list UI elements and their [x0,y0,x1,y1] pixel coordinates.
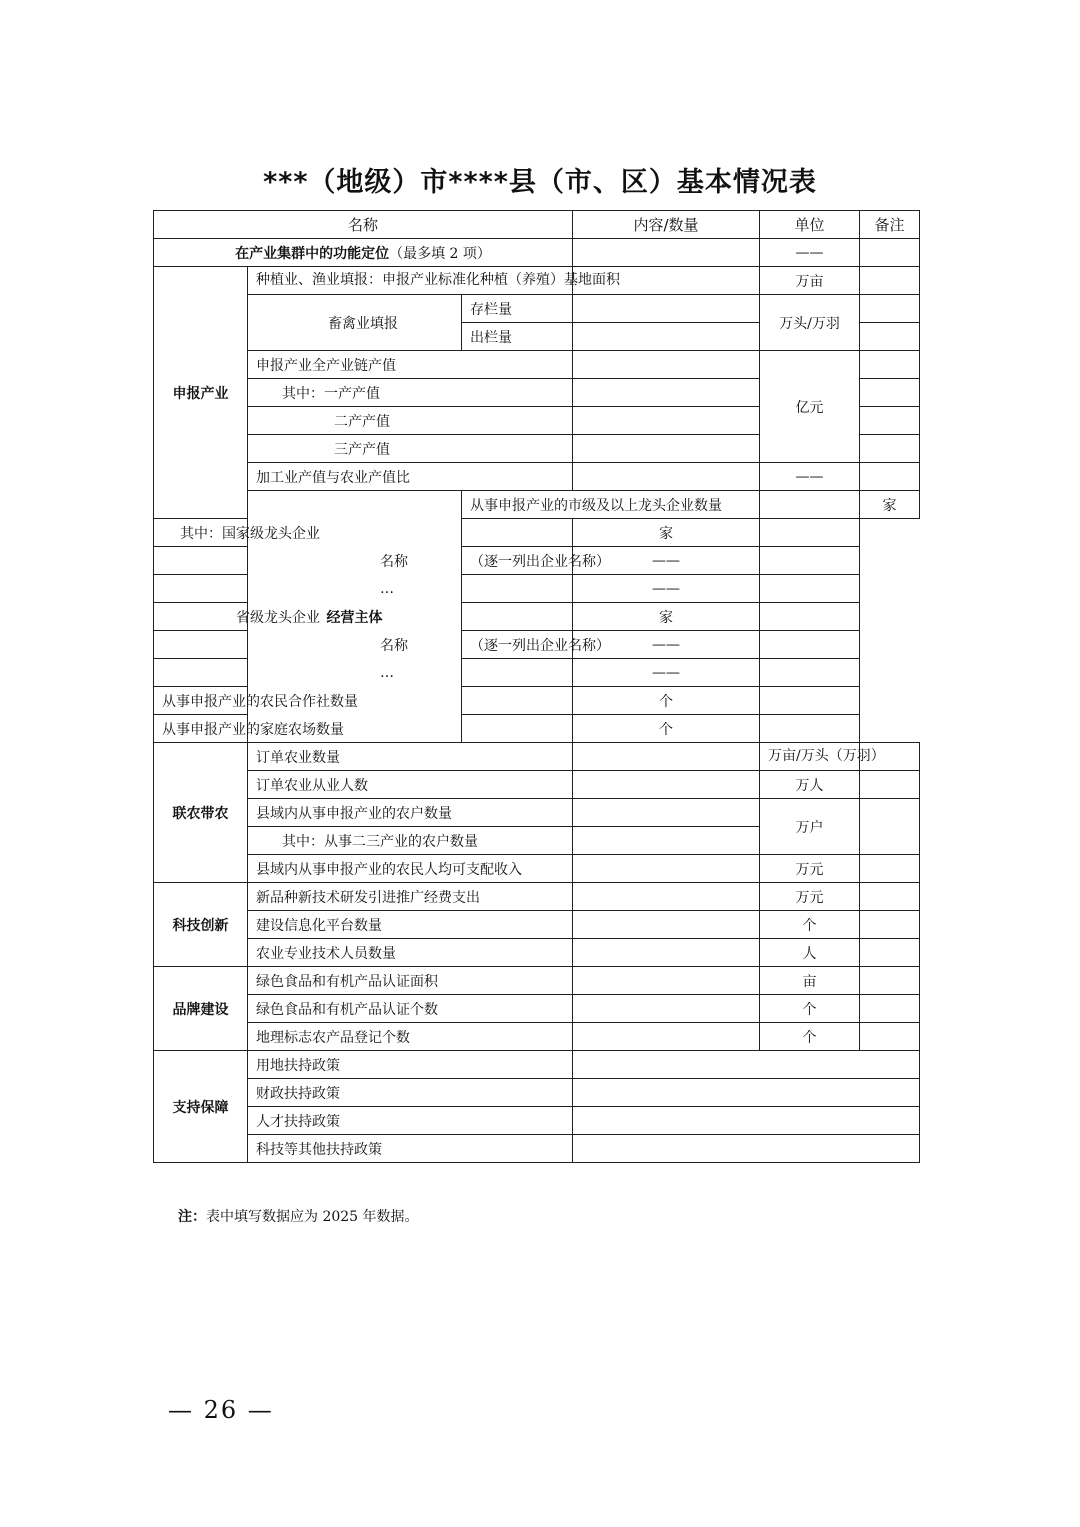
table-row [154,267,920,295]
table-row [154,351,920,379]
table-row [154,995,920,1023]
content-cell [573,883,760,911]
table-row [154,491,920,519]
table-row [154,1023,920,1051]
remark-cell [860,939,920,967]
table-header-row [154,211,920,239]
remark-cell [860,323,920,351]
row-label: 其中：一产产值 [248,379,573,407]
content-cell: （逐一列出企业名称） [462,547,573,575]
content-cell [573,771,760,799]
row-label: 申报产业全产业链产值 [248,351,573,379]
content-cell [573,799,760,827]
row-label: 农业专业技术人员数量 [248,939,573,967]
content-cell [573,743,760,771]
unit-cell: 万人 [760,771,860,799]
row-label: 县域内从事申报产业的农户数量 [248,799,573,827]
remark-cell [860,1023,920,1051]
content-cell [573,1107,920,1135]
table-row [154,659,920,687]
row-label: 名称 [154,547,462,575]
remark-cell [860,855,920,883]
header-name: 名称 [154,211,573,239]
category-entities: 经营主体 [248,491,462,743]
content-cell [573,295,760,323]
category-brand: 品牌建设 [154,967,248,1051]
remark-cell [860,295,920,323]
basic-info-table [153,210,920,1163]
table-row [154,967,920,995]
remark-cell [860,967,920,995]
page-title: ***（地级）市****县（市、区）基本情况表 [263,167,817,198]
remark-cell [860,351,920,379]
func-position-label: 在产业集群中的功能定位 [235,245,390,262]
func-position-cell [154,239,573,267]
content-cell [573,407,760,435]
row-label: 绿色食品和有机产品认证面积 [248,967,573,995]
unit-cell: 家 [860,491,920,519]
header-unit: 单位 [760,211,860,239]
remark-cell [860,911,920,939]
content-cell [573,379,760,407]
remark-cell [860,799,920,855]
table-row [154,239,920,267]
row-label: 县域内从事申报产业的农民人均可支配收入 [248,855,573,883]
unit-cell: 个 [573,715,760,743]
content-cell [573,939,760,967]
unit-cell: —— [760,239,860,267]
remark-cell [760,519,860,547]
unit-cell: 万元 [760,855,860,883]
remark-cell [860,883,920,911]
table-row [154,883,920,911]
row-label: 绿色食品和有机产品认证个数 [248,995,573,1023]
content-cell [573,351,760,379]
unit-cell: 亿元 [760,351,860,463]
table-row [154,295,920,323]
row-label: 其中：从事二三产业的农户数量 [248,827,573,855]
table-row [154,743,920,771]
remark-cell [860,379,920,407]
remark-cell [760,575,860,603]
unit-cell: —— [760,463,860,491]
table-row [154,547,920,575]
remark-cell [860,995,920,1023]
row-label: 名称 [154,631,462,659]
remark-cell [860,463,920,491]
page-number: — 26 — [168,1396,274,1424]
table-row [154,1135,920,1163]
content-cell [573,1135,920,1163]
unit-cell: 亩 [760,967,860,995]
unit-cell: 个 [573,687,760,715]
row-label: 财政扶持政策 [248,1079,573,1107]
note-label: 注： [178,1209,206,1225]
remark-cell [760,631,860,659]
content-cell [573,463,760,491]
content-cell [573,239,760,267]
remark-cell [860,435,920,463]
remark-cell [860,267,920,295]
table-row [154,687,920,715]
unit-cell: 家 [573,519,760,547]
content-cell [760,491,860,519]
remark-cell [860,239,920,267]
table-row [154,463,920,491]
row-label: 从事申报产业的市级及以上龙头企业数量 [462,491,760,519]
content-cell [573,1023,760,1051]
row-label: 用地扶持政策 [248,1051,573,1079]
unit-cell: 人 [760,939,860,967]
row-label: 从事申报产业的家庭农场数量 [154,715,462,743]
row-label: 订单农业数量 [248,743,573,771]
table-row [154,519,920,547]
row-label: 二产产值 [248,407,573,435]
table-note [178,1206,419,1226]
row-sublabel: 出栏量 [462,323,573,351]
header-content: 内容/数量 [573,211,760,239]
unit-cell: 万头/万羽 [760,295,860,351]
unit-cell: 个 [760,995,860,1023]
content-cell [462,659,573,687]
unit-cell: 万亩/万头（万羽） [760,743,860,771]
content-cell [573,323,760,351]
table-row [154,1051,920,1079]
row-label: 三产产值 [248,435,573,463]
table-row [154,715,920,743]
row-label: … [154,575,462,603]
content-cell [573,435,760,463]
content-cell [573,995,760,1023]
table-row [154,1079,920,1107]
note-text: 表中填写数据应为 2025 年数据。 [206,1209,419,1225]
content-cell [462,575,573,603]
unit-cell: 个 [760,911,860,939]
header-remark: 备注 [860,211,920,239]
table-row [154,1107,920,1135]
unit-cell: —— [573,575,760,603]
row-label: 省级龙头企业 [154,603,462,631]
remark-cell [760,715,860,743]
unit-cell: 万元 [760,883,860,911]
unit-cell: —— [573,547,760,575]
content-cell [573,827,760,855]
table-row [154,855,920,883]
unit-cell: 万户 [760,799,860,855]
content-cell [573,1051,920,1079]
category-industry: 申报产业 [154,267,248,519]
category-linkage: 联农带农 [154,743,248,883]
remark-cell [760,659,860,687]
remark-cell [860,771,920,799]
content-cell [462,687,573,715]
row-label: 种植业、渔业填报：申报产业标准化种植（养殖）基地面积 [248,267,573,295]
row-label: 地理标志农产品登记个数 [248,1023,573,1051]
content-cell [573,1079,920,1107]
row-label: 科技等其他扶持政策 [248,1135,573,1163]
content-cell [462,715,573,743]
table-row [154,575,920,603]
table-row [154,603,920,631]
row-sublabel: 存栏量 [462,295,573,323]
category-support: 支持保障 [154,1051,248,1163]
remark-cell [760,547,860,575]
content-cell [573,855,760,883]
table-row [154,799,920,827]
remark-cell [760,687,860,715]
content-cell [573,911,760,939]
unit-cell: 个 [760,1023,860,1051]
unit-cell: 家 [573,603,760,631]
row-label: 畜禽业填报 [248,295,462,351]
remark-cell [760,603,860,631]
unit-cell: —— [573,631,760,659]
content-cell [462,603,573,631]
row-label: 人才扶持政策 [248,1107,573,1135]
unit-cell: 万亩 [760,267,860,295]
category-tech: 科技创新 [154,883,248,967]
remark-cell [860,407,920,435]
table-row [154,771,920,799]
unit-cell: —— [573,659,760,687]
table-row [154,631,920,659]
row-label: … [154,659,462,687]
table-row [154,911,920,939]
row-label: 建设信息化平台数量 [248,911,573,939]
row-label: 订单农业从业人数 [248,771,573,799]
row-label: 新品种新技术研发引进推广经费支出 [248,883,573,911]
content-cell [462,519,573,547]
row-label: 加工业产值与农业产值比 [248,463,573,491]
table-row [154,939,920,967]
row-label: 从事申报产业的农民合作社数量 [154,687,462,715]
func-position-note: （最多填 2 项） [389,245,491,262]
content-cell [573,967,760,995]
content-cell: （逐一列出企业名称） [462,631,573,659]
row-label: 其中：国家级龙头企业 [154,519,462,547]
